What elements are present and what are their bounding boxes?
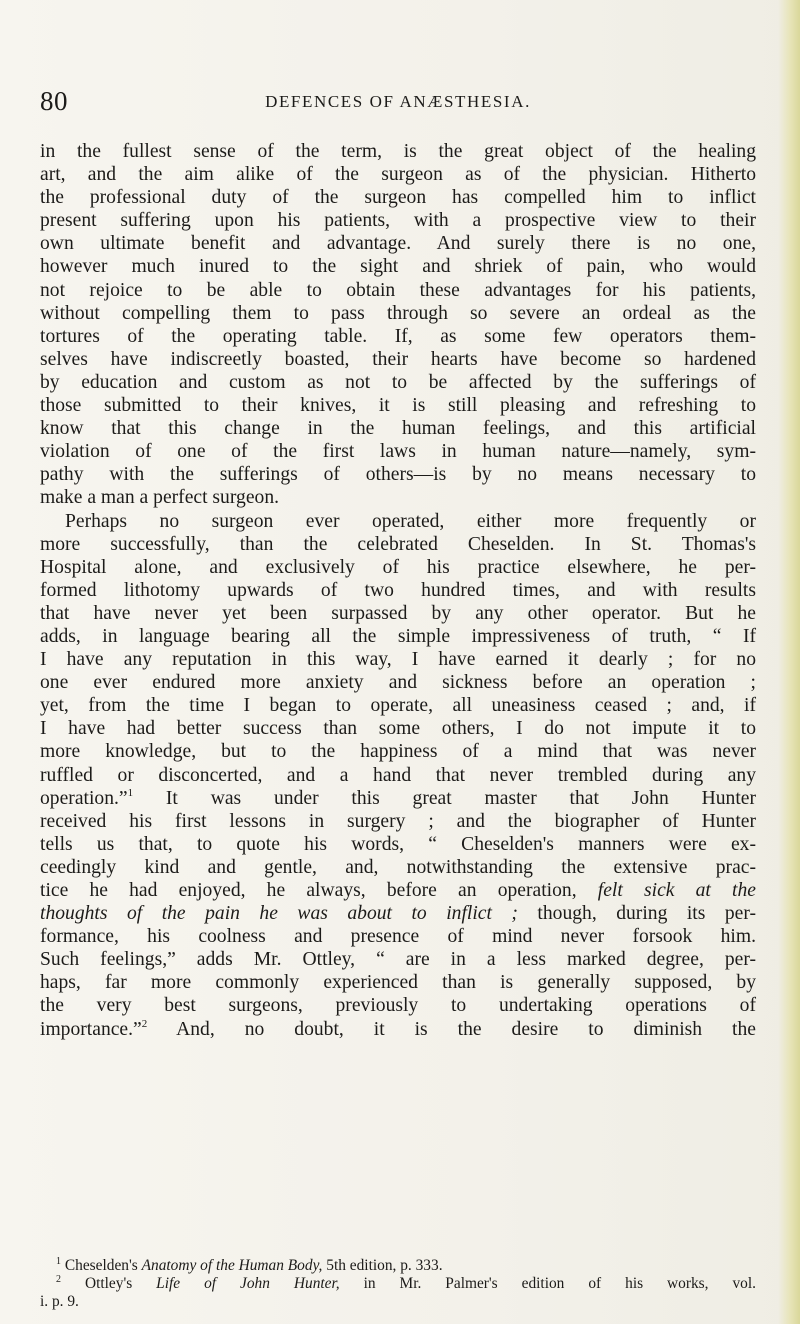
text-line: formance, his coolness and presence of mind never forsook him. <box>40 926 756 948</box>
text-line: formed lithotomy upwards of two hundred times, and with results <box>40 579 756 601</box>
italic-quote: thoughts of the pain he was about to inflict ; <box>40 903 518 925</box>
text-line: by education and custom as not to be affected by the sufferings of <box>40 371 756 393</box>
text-line <box>40 879 756 902</box>
text-line: those submitted to their knives, it is still pleasing and refreshing to <box>40 395 756 417</box>
paragraph-2 <box>40 510 756 1041</box>
page-number: 80 <box>40 86 68 116</box>
footnote-title: Anatomy of the Human Body, <box>141 1257 323 1274</box>
text-line: haps, far more commonly experienced than is generally supposed, by <box>40 972 756 994</box>
italic-quote: felt sick at the <box>597 880 756 901</box>
text-line: more successfully, than the celebrated Cheselden. In St. Thomas's <box>40 533 756 555</box>
text-line: tells us that, to quote his words, “ Cheselden's manners were ex- <box>40 833 756 855</box>
text-line: I have had better success than some others, I do not impute it to <box>40 718 756 740</box>
footnotes <box>40 1257 756 1310</box>
footnote-text: in Mr. Palmer's edition of his works, vol. <box>363 1274 756 1292</box>
text-line: Such feelings,” adds Mr. Ottley, “ are in a less marked degree, per- <box>40 949 756 971</box>
text-line: received his first lessons in surgery ; and the biographer of Hunter <box>40 810 756 832</box>
text-line: I have any reputation in this way, I have earned it dearly ; for no <box>40 649 756 671</box>
text-fragment: operation.” <box>40 787 128 809</box>
text-line: present suffering upon his patients, with a prospective view to their <box>40 210 756 232</box>
text-line: in the fullest sense of the term, is the great object of the healing <box>40 141 756 162</box>
text-line: the professional duty of the surgeon has compelled him to inflict <box>40 187 756 209</box>
text-line: without compelling them to pass through so severe an ordeal as the <box>40 302 756 324</box>
running-head: DEFENCES OF ANÆSTHESIA. <box>265 92 531 111</box>
text-fragment: It was under this great master that John Hunter <box>133 787 756 809</box>
page-header <box>40 86 756 120</box>
footnote-2-continuation: i. p. 9. <box>40 1292 79 1310</box>
text-line: ruffled or disconcerted, and a hand that never trembled during any <box>40 764 756 786</box>
text-line: art, and the aim alike of the surgeon as of the physician. Hitherto <box>40 164 756 186</box>
text-line: ceedingly kind and gentle, and, notwithstanding the extensive prac- <box>40 856 756 878</box>
text-line: Hospital alone, and exclusively of his practice elsewhere, he per- <box>40 556 756 578</box>
footnote-ref-2: 2 <box>141 1017 148 1030</box>
footnote-ref-1: 1 <box>127 786 134 799</box>
text-line: own ultimate benefit and advantage. And surely there is no one, <box>40 233 756 255</box>
paragraph-1 <box>40 140 756 510</box>
footnote-2 <box>40 1275 756 1293</box>
text-line: violation of one of the first laws in human nature—namely, sym- <box>40 441 756 463</box>
text-line: selves have indiscreetly boasted, their hearts have become so hardened <box>40 348 756 370</box>
text-line: pathy with the sufferings of others—is by no means necessary to <box>40 464 756 486</box>
text-line: one ever endured more anxiety and sickness before an operation ; <box>40 672 756 694</box>
text-line: know that this change in the human feelings, and this artificial <box>40 418 756 440</box>
footnote-text: Ottley's <box>84 1274 133 1292</box>
text-line <box>40 902 756 925</box>
text-fragment: And, no doubt, it is the desire to diminish the <box>147 1018 756 1040</box>
text-line: the very best surgeons, previously to undertaking operations of <box>40 995 756 1017</box>
text-line: however much inured to the sight and shriek of pain, who would <box>40 256 756 278</box>
text-fragment: though, during its per- <box>517 903 756 925</box>
text-fragment: importance.” <box>40 1018 142 1040</box>
text-line: that have never yet been surpassed by any other operator. But he <box>40 602 756 624</box>
text-line: tortures of the operating table. If, as some few operators them- <box>40 325 756 347</box>
text-line: make a man a perfect surgeon. <box>40 487 280 509</box>
text-fragment: tice he had enjoyed, he always, before an operation, <box>40 880 577 901</box>
footnote-1 <box>40 1257 756 1275</box>
footnote-mark: 1 <box>56 1256 61 1267</box>
text-line <box>40 787 756 810</box>
text-line: more knowledge, but to the happiness of a mind that was never <box>40 741 756 763</box>
text-line: Perhaps no surgeon ever operated, either more frequently or <box>65 510 756 532</box>
footnote-text: 5th edition, p. 333. <box>326 1257 443 1274</box>
footnote-mark: 2 <box>56 1273 61 1285</box>
text-line: not rejoice to be able to obtain these advantages for his patients, <box>40 279 756 301</box>
text-line: yet, from the time I began to operate, all uneasiness ceased ; and, if <box>40 695 756 717</box>
footnote-title: Life of John Hunter, <box>156 1274 340 1292</box>
body-text <box>40 140 756 1041</box>
page-edge <box>778 0 800 1324</box>
text-line: adds, in language bearing all the simple impressiveness of truth, “ If <box>40 625 756 647</box>
text-line <box>40 1018 756 1041</box>
footnote-text: Cheselden's <box>64 1257 138 1274</box>
